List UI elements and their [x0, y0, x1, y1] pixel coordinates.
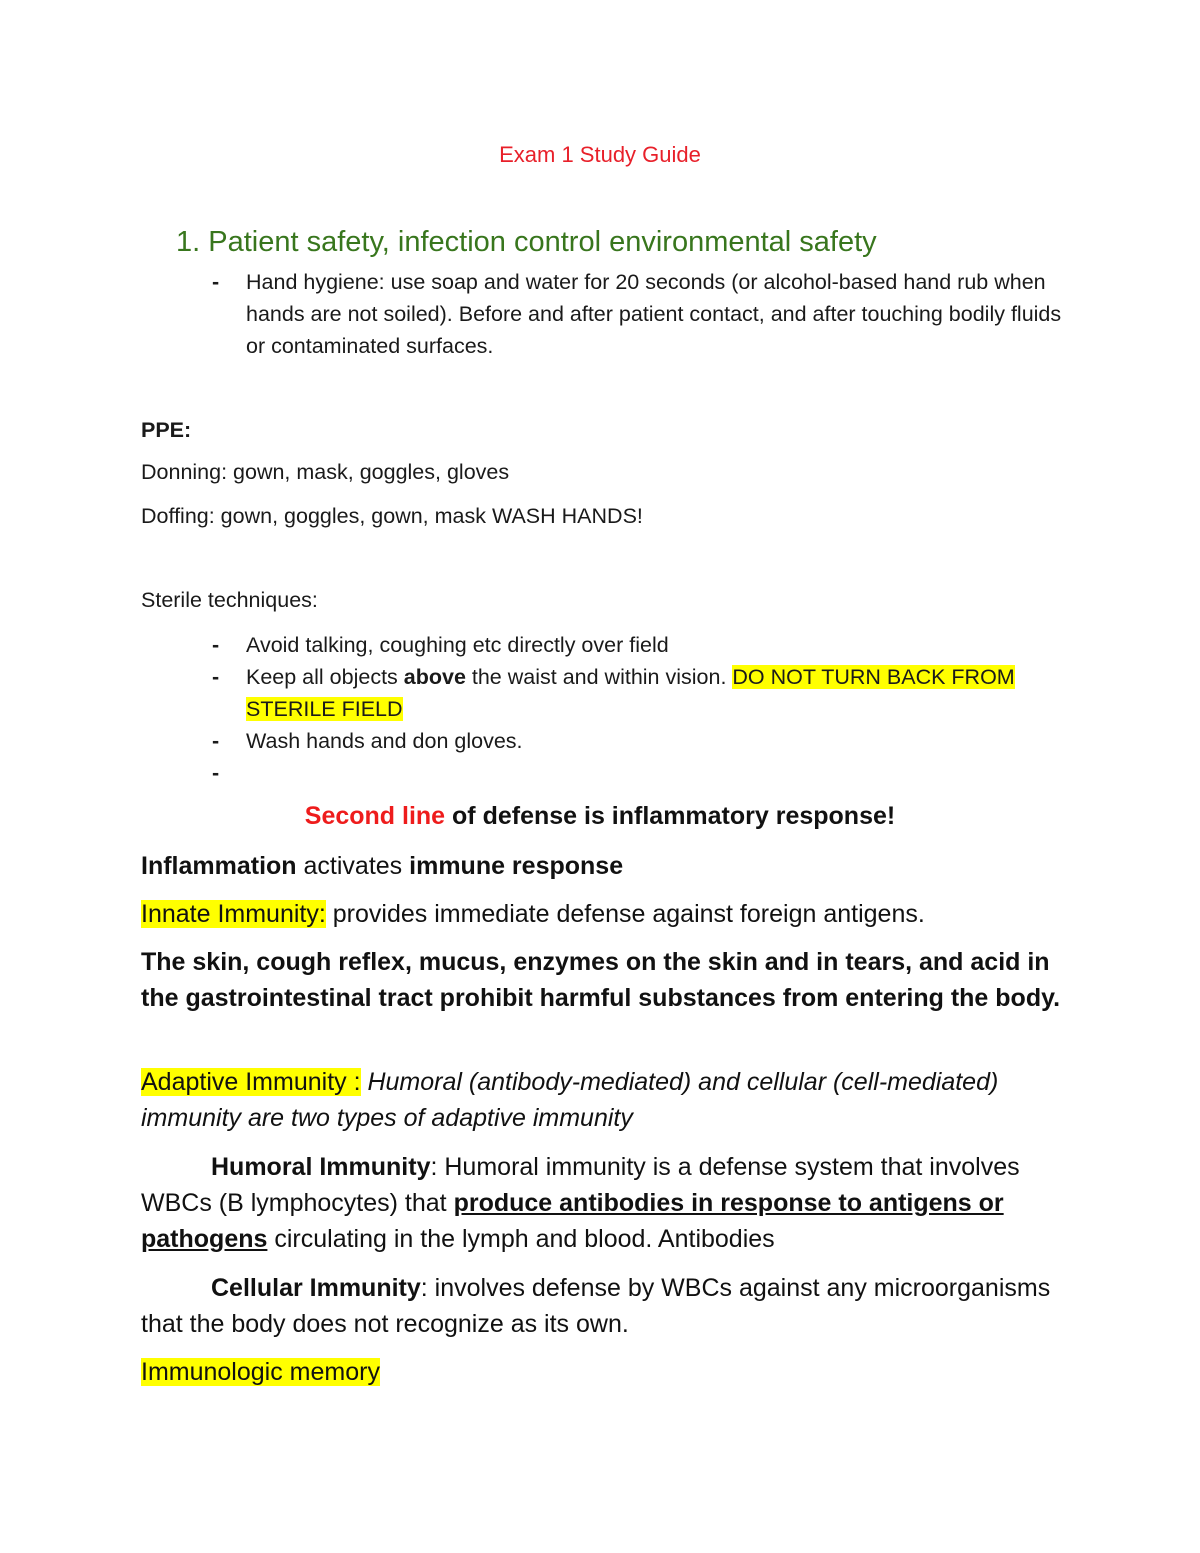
inflammation-middle: activates	[296, 852, 410, 880]
immunologic-memory-line	[141, 1354, 1061, 1390]
section-heading-patient-safety: 1. Patient safety, infection control environmental safety	[176, 226, 877, 258]
sterile-techniques-label: Sterile techniques:	[141, 588, 318, 612]
ppe-donning: Donning: gown, mask, goggles, gloves	[141, 460, 510, 484]
barriers-paragraph: The skin, cough reflex, mucus, enzymes on the skin and in tears, and acid in the gastrointestinal tract prohibit harmful substances from entering the body.	[141, 948, 1061, 1012]
dash-bullet: -	[212, 729, 220, 753]
list-item	[212, 661, 1072, 725]
list-item	[212, 725, 1072, 757]
innate-immunity-text: provides immediate defense against foreign antigens.	[325, 900, 925, 928]
ppe-doffing: Doffing: gown, goggles, gown, mask WASH HANDS!	[141, 504, 643, 528]
humoral-immunity-text-2: circulating in the lymph and blood. Antibodies	[267, 1225, 775, 1253]
defense-red-part: Second line	[304, 802, 446, 830]
humoral-immunity-label: Humoral Immunity	[211, 1153, 431, 1181]
immunologic-memory-label: Immunologic memory	[141, 1358, 380, 1386]
cellular-immunity-text: : involves defense by WBCs against any microorganisms that the body does not recognize as its own.	[141, 1274, 1051, 1338]
sterile-item-1: Avoid talking, coughing etc directly over field	[246, 633, 669, 657]
defense-rest: of defense is inflammatory response!	[445, 802, 896, 830]
list-item	[212, 629, 1072, 661]
humoral-immunity-underlined: produce antibodies in response to antigens or pathogens	[141, 1189, 1004, 1253]
dash-bullet: -	[212, 761, 220, 785]
adaptive-immunity-label: Adaptive Immunity :	[141, 1068, 361, 1096]
adaptive-immunity-text: Humoral (antibody-mediated) and cellular (cell-mediated) immunity are two types of adaptive immunity	[141, 1068, 999, 1132]
cellular-immunity-label: Cellular Immunity	[211, 1274, 421, 1302]
adaptive-immunity-paragraph	[141, 1064, 1061, 1136]
innate-immunity-label: Innate Immunity:	[141, 900, 326, 928]
humoral-immunity-paragraph	[141, 1149, 1061, 1257]
ppe-label: PPE:	[141, 418, 192, 442]
dash-bullet: -	[212, 665, 220, 689]
dash-bullet: -	[212, 633, 220, 657]
hand-hygiene-text: Hand hygiene: use soap and water for 20 seconds (or alcohol-based hand rub when hands are not soiled). Before and after patient contact, and after touching bodily fluids or contaminated surfaces.	[246, 270, 1062, 358]
inflammation-bold-1: Inflammation	[141, 852, 297, 880]
sterile-item-2-post: the waist and within vision.	[465, 665, 733, 689]
inflammation-line	[141, 848, 1061, 884]
sterile-item-2-bold: above	[403, 665, 466, 689]
hand-hygiene-list	[212, 266, 1072, 362]
sterile-techniques-list	[212, 629, 1072, 785]
document-title: Exam 1 Study Guide	[499, 142, 701, 167]
list-item	[212, 266, 1072, 362]
sterile-item-2-pre: Keep all objects	[246, 665, 404, 689]
dash-bullet: -	[212, 270, 220, 294]
humoral-immunity-text-1: : Humoral immunity is a defense system that involves WBCs (B lymphocytes) that	[141, 1153, 1020, 1217]
innate-immunity-line	[141, 896, 1061, 932]
sterile-item-2-highlight: DO NOT TURN BACK FROM STERILE FIELD	[246, 665, 1015, 721]
defense-heading	[0, 802, 1200, 831]
cellular-immunity-paragraph	[141, 1270, 1061, 1342]
inflammation-bold-2: immune response	[409, 852, 624, 880]
sterile-item-3: Wash hands and don gloves.	[246, 729, 523, 753]
